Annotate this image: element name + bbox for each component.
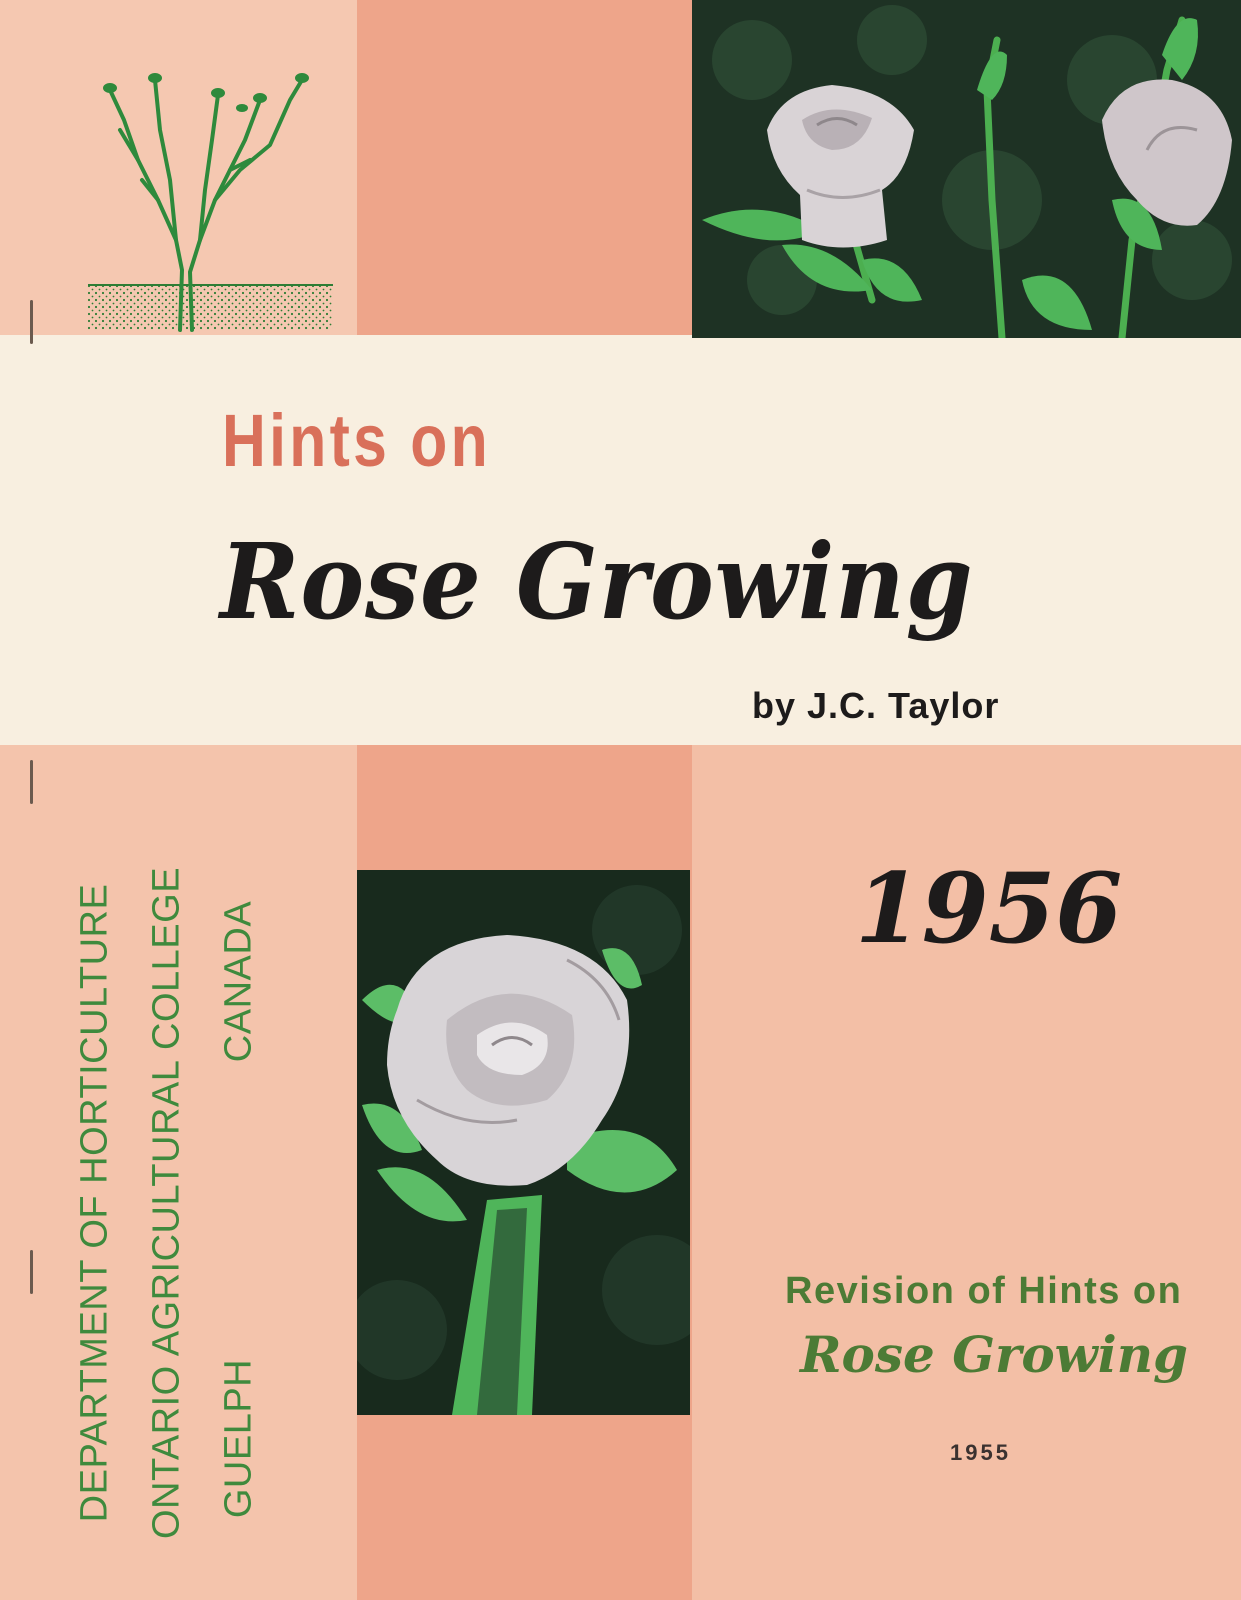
publisher-block bbox=[60, 866, 290, 1539]
staple bbox=[30, 1250, 33, 1294]
author: by J.C. Taylor bbox=[752, 685, 1000, 726]
staple bbox=[30, 760, 33, 804]
revision-line-2: Rose Growing bbox=[800, 1325, 1189, 1384]
staple bbox=[30, 300, 33, 344]
publisher-line-1: DEPARTMENT OF HORTICULTURE bbox=[73, 883, 116, 1522]
pruned-bush-illustration bbox=[80, 60, 340, 335]
publisher-line-2: ONTARIO AGRICULTURAL COLLEGE bbox=[145, 866, 188, 1539]
publication-year: 1956 bbox=[855, 852, 1123, 965]
publisher-country: CANADA bbox=[217, 900, 260, 1063]
revision-year: 1955 bbox=[950, 1440, 1011, 1465]
publisher-city: GUELPH bbox=[217, 1358, 260, 1519]
top-center-panel bbox=[357, 0, 692, 335]
title-line-2: Rose Growing bbox=[220, 520, 974, 643]
rose-buds-photo bbox=[692, 0, 1241, 338]
revision-line-1: Revision of Hints on bbox=[785, 1270, 1183, 1312]
white-rose-photo bbox=[357, 870, 690, 1415]
title-line-1: Hints on bbox=[222, 399, 491, 482]
